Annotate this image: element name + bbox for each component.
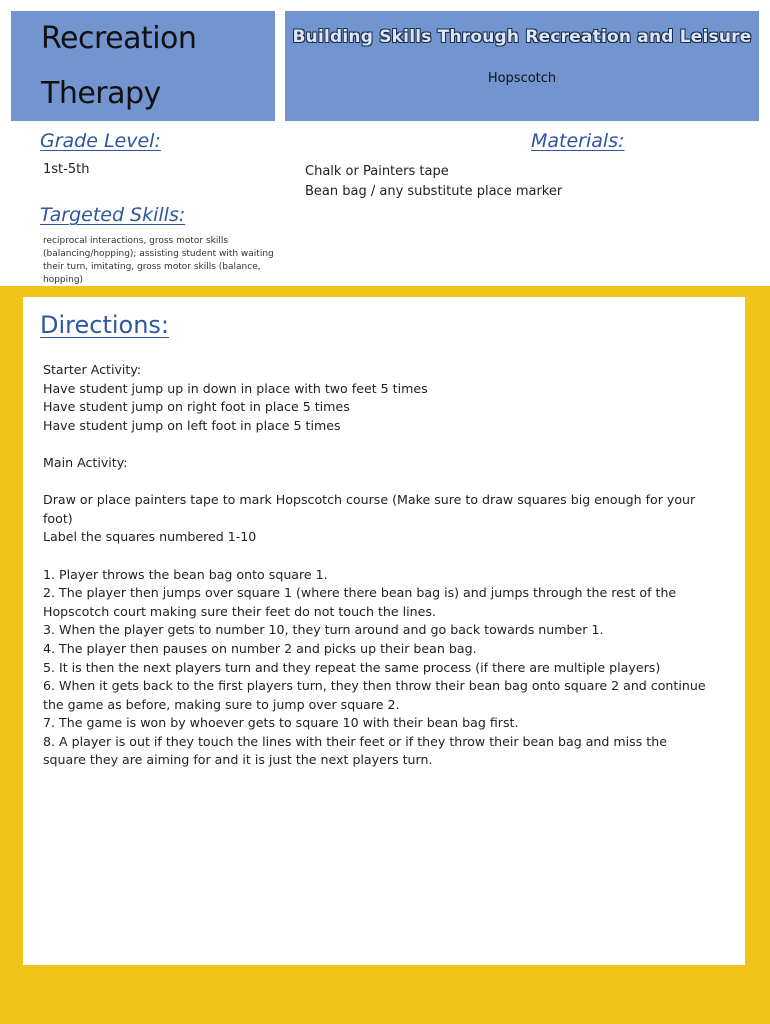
step-line: 7. The game is won by whoever gets to square 10 with their bean bag first. [43,715,519,731]
starter-line: Have student jump up in down in place with two feet 5 times [43,380,428,396]
activity-name: Hopscotch [487,71,557,86]
grade-level-heading: Grade Level: [40,130,161,152]
materials-list [305,162,562,202]
banner-title: Building Skills Through Recreation and Leisure [292,27,752,47]
starter-line: Have student jump on right foot in place 5 times [43,399,350,415]
step-line: 1. Player throws the bean bag onto square 1. [43,566,328,582]
directions-body [43,361,713,770]
title-box [11,11,275,121]
step-line: 8. A player is out if they touch the lines with their feet or if they throw their bean bag and miss the square they are aiming for and it is just the next players turn. [43,733,667,768]
main-activity-label: Main Activity: [43,454,128,470]
material-item: Chalk or Painters tape [305,164,449,179]
step-line: 3. When the player gets to number 10, they turn around and go back towards number 1. [43,622,604,638]
directions-panel [23,297,745,965]
title-line-2: Therapy [41,76,161,111]
material-item: Bean bag / any substitute place marker [305,184,563,199]
banner-box [285,11,759,121]
targeted-skills-text: reciprocal interactions, gross motor skills (balancing/hopping); assisting student with waiting their turn, imitating, gross motor skills (balance, hopping) [43,236,274,285]
step-line: 2. The player then jumps over square 1 (where there bean bag is) and jumps through the rest of the Hopscotch court making sure their feet do not touch the lines. [43,585,677,619]
directions-heading: Directions: [40,311,170,339]
step-line: 5. It is then the next players turn and they repeat the same process (if there are multiple players) [43,659,661,675]
setup-line: Draw or place painters tape to mark Hopscotch course (Make sure to draw squares big enough for your foot) [43,492,696,526]
step-line: 6. When it gets back to the first players turn, they then throw their bean bag onto square 2 and continue the game as before, making sure to jump over square 2. [43,678,706,712]
starter-line: Starter Activity: [43,362,142,377]
step-line: 4. The player then pauses on number 2 and picks up their bean bag. [43,640,477,656]
grade-level-value: 1st-5th [43,162,90,177]
materials-heading: Materials: [531,130,625,152]
setup-line: Label the squares numbered 1-10 [43,529,257,545]
title-line-1: Recreation [41,21,197,56]
starter-line: Have student jump on left foot in place 5 times [43,417,341,433]
targeted-skills-heading: Targeted Skills: [40,204,186,226]
